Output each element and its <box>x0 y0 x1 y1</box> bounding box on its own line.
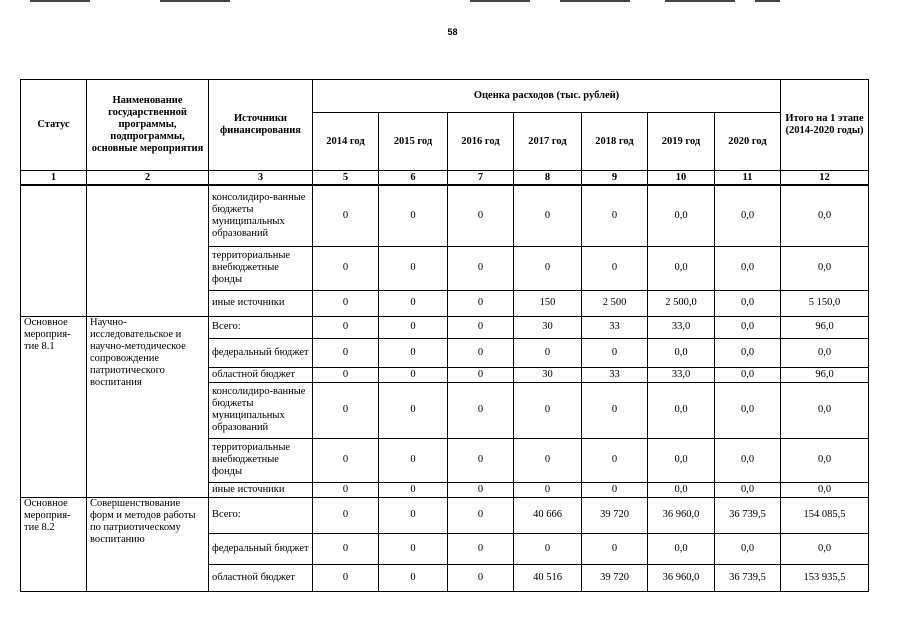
scan-top-edge <box>665 0 735 2</box>
header-estimate: Оценка расходов (тыс. рублей) <box>313 80 781 113</box>
header-year: 2018 год <box>582 113 648 171</box>
value-cell: 33 <box>582 316 648 338</box>
value-cell: 0 <box>379 367 448 382</box>
total-cell: 0,0 <box>781 382 869 438</box>
header-year: 2019 год <box>648 113 715 171</box>
value-cell: 40 666 <box>514 497 582 533</box>
value-cell: 0,0 <box>715 338 781 367</box>
header-name: Наименование государственной программы, подпрограммы, основные мероприятия <box>87 80 209 171</box>
value-cell: 0 <box>313 482 379 497</box>
status-cell: Основное мероприя-тие 8.2 <box>21 497 87 591</box>
scan-top-edge <box>30 0 90 2</box>
value-cell: 0 <box>379 316 448 338</box>
header-year: 2014 год <box>313 113 379 171</box>
total-cell: 0,0 <box>781 185 869 246</box>
value-cell: 39 720 <box>582 564 648 591</box>
value-cell: 0 <box>313 316 379 338</box>
value-cell: 0 <box>313 533 379 564</box>
value-cell: 0,0 <box>648 482 715 497</box>
value-cell: 0 <box>313 382 379 438</box>
value-cell: 0,0 <box>715 290 781 316</box>
value-cell: 39 720 <box>582 497 648 533</box>
source-cell: областной бюджет <box>209 564 313 591</box>
value-cell: 0 <box>582 246 648 290</box>
value-cell: 0 <box>313 246 379 290</box>
value-cell: 0 <box>448 497 514 533</box>
total-cell: 96,0 <box>781 367 869 382</box>
total-cell: 154 085,5 <box>781 497 869 533</box>
source-cell: иные источники <box>209 290 313 316</box>
value-cell: 0 <box>313 338 379 367</box>
value-cell: 2 500 <box>582 290 648 316</box>
value-cell: 0 <box>582 438 648 482</box>
status-cell: Основное мероприя-тие 8.1 <box>21 316 87 497</box>
value-cell: 0 <box>514 246 582 290</box>
column-number: 9 <box>582 171 648 186</box>
value-cell: 0,0 <box>648 246 715 290</box>
value-cell: 30 <box>514 316 582 338</box>
total-cell: 153 935,5 <box>781 564 869 591</box>
value-cell: 0 <box>313 438 379 482</box>
source-cell: областной бюджет <box>209 367 313 382</box>
value-cell: 0,0 <box>715 482 781 497</box>
source-cell: консолидиро-ванные бюджеты муниципальных образований <box>209 185 313 246</box>
value-cell: 0 <box>514 438 582 482</box>
value-cell: 0 <box>582 338 648 367</box>
value-cell: 0 <box>582 533 648 564</box>
value-cell: 0 <box>448 382 514 438</box>
value-cell: 0,0 <box>648 438 715 482</box>
value-cell: 0 <box>514 185 582 246</box>
column-number: 1 <box>21 171 87 186</box>
value-cell: 0,0 <box>715 367 781 382</box>
value-cell: 0 <box>582 185 648 246</box>
header-status: Статус <box>21 80 87 171</box>
scan-top-edge <box>560 0 630 2</box>
column-number: 8 <box>514 171 582 186</box>
value-cell: 0,0 <box>715 185 781 246</box>
header-year: 2020 год <box>715 113 781 171</box>
value-cell: 0,0 <box>648 338 715 367</box>
column-number: 10 <box>648 171 715 186</box>
column-number: 5 <box>313 171 379 186</box>
source-cell: федеральный бюджет <box>209 533 313 564</box>
value-cell: 0 <box>582 482 648 497</box>
total-cell: 0,0 <box>781 438 869 482</box>
value-cell: 0 <box>379 564 448 591</box>
expenses-table <box>20 79 869 592</box>
column-number: 11 <box>715 171 781 186</box>
column-number: 12 <box>781 171 869 186</box>
value-cell: 0,0 <box>648 185 715 246</box>
source-cell: Всего: <box>209 497 313 533</box>
value-cell: 0 <box>448 185 514 246</box>
value-cell: 0,0 <box>715 533 781 564</box>
value-cell: 0,0 <box>648 382 715 438</box>
scan-top-edge <box>755 0 780 2</box>
header-year: 2016 год <box>448 113 514 171</box>
header-year: 2015 год <box>379 113 448 171</box>
value-cell: 0 <box>313 367 379 382</box>
value-cell: 0,0 <box>715 316 781 338</box>
activity-name-cell: Научно-исследовательское и научно-методическое сопровождение патриотического воспитания <box>87 316 209 497</box>
value-cell: 0 <box>448 482 514 497</box>
value-cell: 0 <box>448 246 514 290</box>
value-cell: 0 <box>448 533 514 564</box>
value-cell: 0 <box>379 382 448 438</box>
value-cell: 0 <box>448 290 514 316</box>
value-cell: 0 <box>379 533 448 564</box>
total-cell: 0,0 <box>781 533 869 564</box>
value-cell: 36 739,5 <box>715 564 781 591</box>
value-cell: 36 960,0 <box>648 564 715 591</box>
column-number: 6 <box>379 171 448 186</box>
table-row <box>21 316 869 338</box>
table-row <box>21 185 869 246</box>
value-cell: 0,0 <box>715 382 781 438</box>
value-cell: 0,0 <box>648 533 715 564</box>
value-cell: 0 <box>379 497 448 533</box>
value-cell: 0 <box>448 564 514 591</box>
value-cell: 0,0 <box>715 246 781 290</box>
source-cell: территориальные внебюджетные фонды <box>209 438 313 482</box>
value-cell: 0 <box>514 382 582 438</box>
value-cell: 33,0 <box>648 367 715 382</box>
value-cell: 36 739,5 <box>715 497 781 533</box>
column-number: 7 <box>448 171 514 186</box>
source-cell: федеральный бюджет <box>209 338 313 367</box>
page-number: 58 <box>447 27 458 37</box>
value-cell: 40 516 <box>514 564 582 591</box>
value-cell: 0 <box>582 382 648 438</box>
total-cell: 0,0 <box>781 482 869 497</box>
status-cell-empty <box>21 185 87 316</box>
header-year: 2017 год <box>514 113 582 171</box>
total-cell: 0,0 <box>781 246 869 290</box>
activity-name-cell: Совершенствование форм и методов работы по патриотическому воспитанию <box>87 497 209 591</box>
source-cell: иные источники <box>209 482 313 497</box>
header-sources: Источники финансирования <box>209 80 313 171</box>
column-number: 2 <box>87 171 209 186</box>
value-cell: 36 960,0 <box>648 497 715 533</box>
value-cell: 0 <box>514 338 582 367</box>
value-cell: 0 <box>514 533 582 564</box>
value-cell: 33 <box>582 367 648 382</box>
name-cell-empty <box>87 185 209 316</box>
value-cell: 0,0 <box>715 438 781 482</box>
source-cell: Всего: <box>209 316 313 338</box>
scan-top-edge <box>160 0 230 2</box>
value-cell: 0 <box>448 338 514 367</box>
value-cell: 0 <box>313 497 379 533</box>
value-cell: 0 <box>448 316 514 338</box>
value-cell: 30 <box>514 367 582 382</box>
scan-top-edge <box>470 0 530 2</box>
source-cell: территориальные внебюджетные фонды <box>209 246 313 290</box>
value-cell: 0 <box>379 290 448 316</box>
header-total: Итого на 1 этапе (2014-2020 годы) <box>781 80 869 171</box>
value-cell: 0 <box>313 185 379 246</box>
value-cell: 0 <box>379 338 448 367</box>
value-cell: 2 500,0 <box>648 290 715 316</box>
value-cell: 33,0 <box>648 316 715 338</box>
table-row <box>21 497 869 533</box>
value-cell: 0 <box>448 367 514 382</box>
total-cell: 5 150,0 <box>781 290 869 316</box>
total-cell: 0,0 <box>781 338 869 367</box>
value-cell: 150 <box>514 290 582 316</box>
value-cell: 0 <box>448 438 514 482</box>
value-cell: 0 <box>313 564 379 591</box>
value-cell: 0 <box>313 290 379 316</box>
value-cell: 0 <box>379 185 448 246</box>
value-cell: 0 <box>379 482 448 497</box>
total-cell: 96,0 <box>781 316 869 338</box>
source-cell: консолидиро-ванные бюджеты муниципальных образований <box>209 382 313 438</box>
value-cell: 0 <box>379 438 448 482</box>
column-number: 3 <box>209 171 313 186</box>
value-cell: 0 <box>514 482 582 497</box>
value-cell: 0 <box>379 246 448 290</box>
